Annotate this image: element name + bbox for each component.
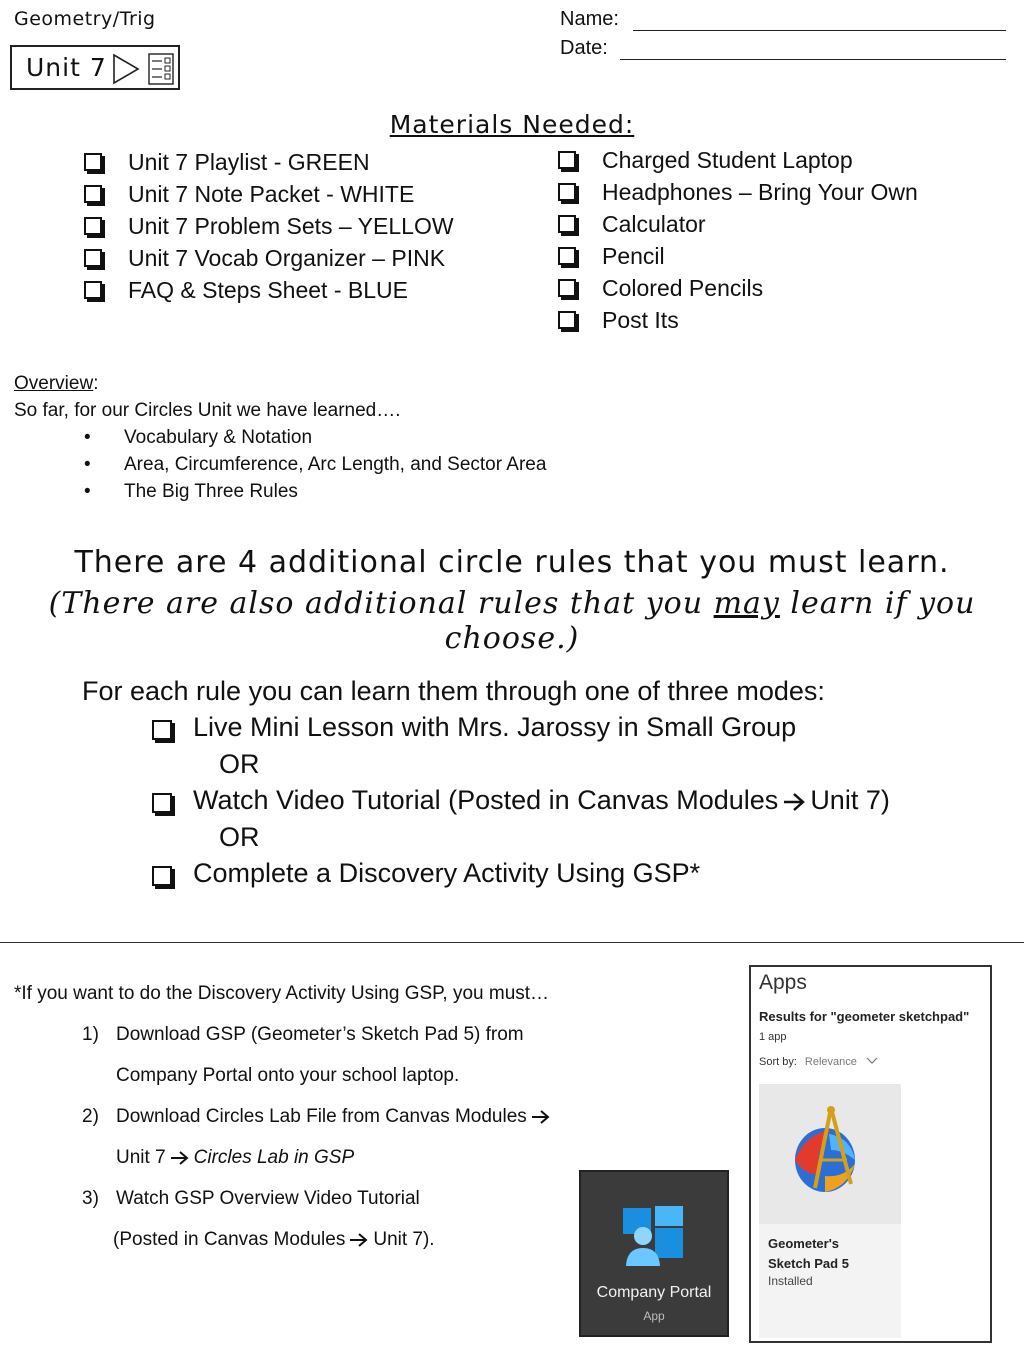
app-name-line: Sketch Pad 5 [768, 1256, 849, 1271]
material-item[interactable] [558, 304, 918, 336]
play-icon [112, 53, 140, 85]
gsp-step-3-text: Watch GSP Overview Video Tutorial [116, 1188, 420, 1209]
checkbox[interactable] [558, 151, 576, 169]
app-artwork [759, 1084, 901, 1224]
sort-control[interactable] [759, 1056, 878, 1068]
checkbox[interactable] [152, 720, 172, 740]
rules-note-emphasis: may [713, 586, 780, 621]
overview-item: • Vocabulary & Notation [14, 424, 546, 451]
material-item[interactable] [558, 176, 918, 208]
company-portal-tile[interactable] [579, 1170, 729, 1337]
checkbox[interactable] [84, 281, 102, 299]
or-separator: OR [219, 749, 260, 779]
search-results-label: Results for "geometer sketchpad" [759, 1009, 970, 1024]
gsp-intro: *If you want to do the Discovery Activity Using GSP, you must… [14, 983, 550, 1004]
material-item[interactable] [84, 242, 454, 274]
gsp-step-1-text: Download GSP (Geometer’s Sketch Pad 5) from [116, 1024, 524, 1045]
checkbox[interactable] [152, 866, 172, 886]
or-separator: OR [219, 822, 260, 852]
material-item[interactable] [558, 272, 918, 304]
date-line[interactable] [620, 59, 1006, 60]
results-count: 1 app [759, 1031, 787, 1043]
gsp-step-text: Unit 7). [373, 1229, 435, 1250]
sort-value[interactable]: Relevance [804, 1056, 857, 1068]
overview-list [14, 424, 546, 505]
checkbox[interactable] [558, 247, 576, 265]
mode-label: Complete a Discovery Activity Using GSP* [193, 858, 701, 888]
name-field[interactable] [560, 8, 619, 31]
material-item[interactable] [84, 274, 454, 306]
material-item[interactable] [84, 178, 454, 210]
material-label: Unit 7 Vocab Organizer – PINK [128, 245, 446, 271]
overview-item: • Area, Circumference, Arc Length, and Sector Area [14, 451, 546, 478]
rules-note-text: (There are also additional rules that you [48, 586, 714, 621]
material-item[interactable] [84, 146, 454, 178]
modes-intro: For each rule you can learn them through one of three modes: [82, 676, 825, 706]
company-portal-name: Company Portal [596, 1284, 712, 1301]
name-label: Name: [560, 8, 619, 30]
overview-heading: Overview [14, 373, 94, 394]
material-label: Unit 7 Playlist - GREEN [128, 149, 370, 175]
overview-item: • The Big Three Rules [14, 478, 546, 505]
checkbox[interactable] [558, 279, 576, 297]
mode-label: Live Mini Lesson with Mrs. Jarossy in Small Group [193, 712, 797, 742]
checkbox[interactable] [558, 215, 576, 233]
material-item[interactable] [558, 240, 918, 272]
company-portal-type: App [643, 1309, 665, 1323]
gsp-step-text: Unit 7 [116, 1147, 166, 1168]
unit-badge [10, 45, 180, 90]
checkbox[interactable] [152, 793, 172, 813]
date-field[interactable] [560, 37, 608, 60]
rules-note-line2 [0, 586, 1024, 656]
arrow-right-icon [349, 1232, 369, 1248]
company-portal-icon [623, 1206, 685, 1268]
app-name [768, 1234, 888, 1274]
material-label: Charged Student Laptop [602, 147, 853, 173]
gsp-step-text: (Posted in Canvas Modules [113, 1229, 346, 1250]
materials-left-list [84, 146, 454, 306]
gsp-step-2-text [116, 1106, 555, 1128]
material-label: Unit 7 Problem Sets – YELLOW [128, 213, 454, 239]
material-label: Unit 7 Note Packet - WHITE [128, 181, 415, 207]
material-item[interactable] [558, 144, 918, 176]
material-label: Post Its [602, 307, 679, 333]
material-label: Calculator [602, 211, 706, 237]
chevron-down-icon[interactable] [866, 1057, 878, 1065]
checkbox[interactable] [84, 217, 102, 235]
gsp-step-3-text-cont [113, 1229, 435, 1251]
gsp-step-1-text-cont: Company Portal onto your school laptop. [116, 1065, 460, 1086]
materials-right-list [558, 144, 918, 336]
mode-label [193, 785, 890, 816]
gsp-step-2-number: 2) [82, 1106, 99, 1127]
section-divider [0, 942, 1024, 943]
materials-title: Materials Needed: [389, 110, 635, 139]
material-label: Colored Pencils [602, 275, 764, 301]
overview-colon: : [93, 373, 99, 394]
date-label: Date: [560, 37, 608, 59]
app-install-status: Installed [768, 1274, 813, 1288]
app-card-geometers-sketchpad[interactable] [759, 1084, 901, 1338]
rules-note-text: learn if you choose.) [444, 586, 976, 656]
mode-label-text: Unit 7) [810, 785, 890, 815]
checkbox[interactable] [84, 185, 102, 203]
overview-section [14, 370, 546, 505]
geometers-sketchpad-logo-icon [785, 1104, 875, 1200]
material-label: FAQ & Steps Sheet - BLUE [128, 277, 408, 303]
gsp-step-2-text-cont [116, 1147, 354, 1169]
arrow-right-icon [170, 1150, 190, 1166]
gsp-step-text-italic: Circles Lab in GSP [193, 1147, 355, 1168]
arrow-right-icon [782, 792, 806, 812]
arrow-right-icon [531, 1109, 551, 1125]
unit-label: Unit 7 [26, 53, 107, 82]
checklist-icon [148, 53, 174, 85]
gsp-step-text: Download Circles Lab File from Canvas Modules [116, 1106, 527, 1127]
mode-label-text: Watch Video Tutorial (Posted in Canvas Modules [193, 785, 779, 815]
name-line[interactable] [633, 30, 1006, 31]
material-label: Pencil [602, 243, 665, 269]
material-item[interactable] [84, 210, 454, 242]
course-title: Geometry/Trig [14, 8, 156, 30]
checkbox[interactable] [558, 311, 576, 329]
sort-label: Sort by: [759, 1056, 797, 1068]
material-item[interactable] [558, 208, 918, 240]
apps-search-panel [749, 965, 992, 1343]
checkbox[interactable] [558, 183, 576, 201]
checkbox[interactable] [84, 153, 102, 171]
material-label: Headphones – Bring Your Own [602, 179, 918, 205]
app-name-line: Geometer's [768, 1236, 840, 1251]
checkbox[interactable] [84, 249, 102, 267]
overview-intro: So far, for our Circles Unit we have learned…. [14, 400, 401, 421]
gsp-step-3-number: 3) [82, 1188, 99, 1209]
rules-note-line1: There are 4 additional circle rules that you must learn. [74, 545, 950, 580]
apps-title: Apps [759, 971, 807, 994]
gsp-step-1-number: 1) [82, 1024, 99, 1045]
